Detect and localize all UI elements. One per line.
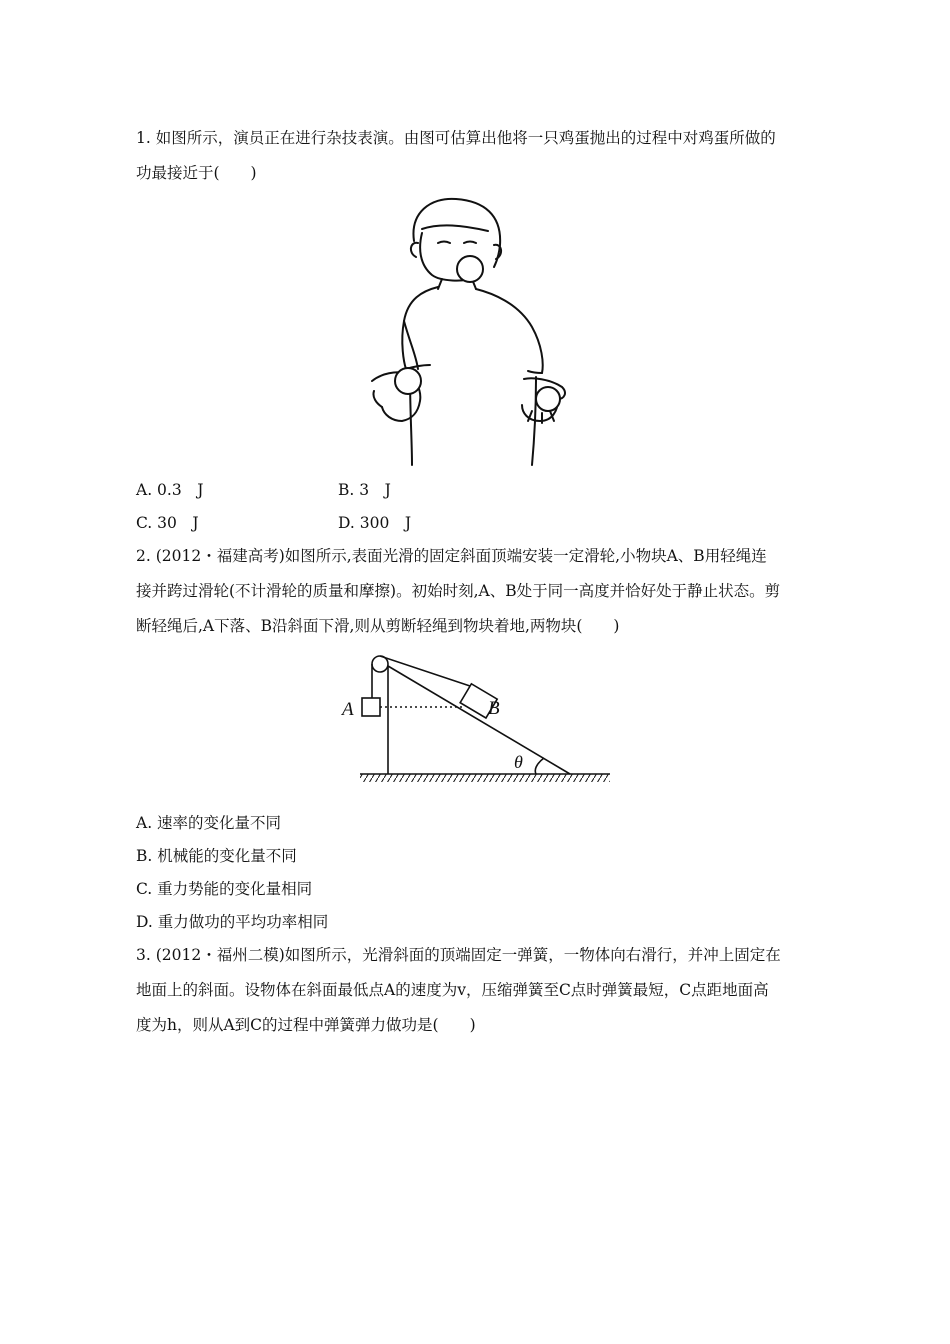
- q2-text-line-2: 接并跨过滑轮(不计滑轮的质量和摩擦)。初始时刻,A、B处于同一高度并恰好处于静止状态。剪: [136, 582, 781, 600]
- egg-mouth: [457, 256, 483, 282]
- q2-text-line-3: 断轻绳后,A下落、B沿斜面下滑,则从剪断轻绳到物块着地,两物块( ): [136, 617, 620, 635]
- q2-option-b: B. 机械能的变化量不同: [136, 847, 297, 865]
- label-theta: θ: [514, 752, 523, 772]
- q2-option-a: A. 速率的变化量不同: [136, 814, 282, 832]
- egg-left-hand: [395, 368, 421, 394]
- q1-option-b: B. 3 J: [338, 481, 391, 499]
- q1-option-a: A. 0.3 J: [136, 481, 204, 499]
- q3-text-line-3: 度为h，则从A到C的过程中弹簧弹力做功是( ): [136, 1016, 476, 1034]
- q1-text-line-1: 1. 如图所示，演员正在进行杂技表演。由图可估算出他将一只鸡蛋抛出的过程中对鸡蛋所做的: [136, 129, 776, 147]
- q1-option-c: C. 30 J: [136, 514, 199, 532]
- q2-option-c: C. 重力势能的变化量相同: [136, 880, 313, 898]
- q1-text-line-2: 功最接近于( ): [136, 164, 257, 182]
- q2-text-line-1: 2. (2012・福建高考)如图所示,表面光滑的固定斜面顶端安装一定滑轮,小物块A、B用轻绳连: [136, 547, 767, 565]
- q3-text-line-1: 3. (2012・福州二模)如图所示，光滑斜面的顶端固定一弹簧，一物体向右滑行，并冲上固定在: [136, 946, 781, 964]
- q1-option-d: D. 300 J: [338, 514, 412, 532]
- label-a: A: [342, 699, 354, 720]
- q2-option-d: D. 重力做功的平均功率相同: [136, 913, 329, 931]
- q3-text-line-2: 地面上的斜面。设物体在斜面最低点A的速度为v，压缩弹簧至C点时弹簧最短，C点距地面高: [136, 981, 769, 999]
- label-b: B: [488, 698, 500, 719]
- egg-right-hand: [536, 387, 560, 411]
- incline-pulley-figure: [330, 648, 620, 788]
- juggler-figure: [352, 193, 592, 473]
